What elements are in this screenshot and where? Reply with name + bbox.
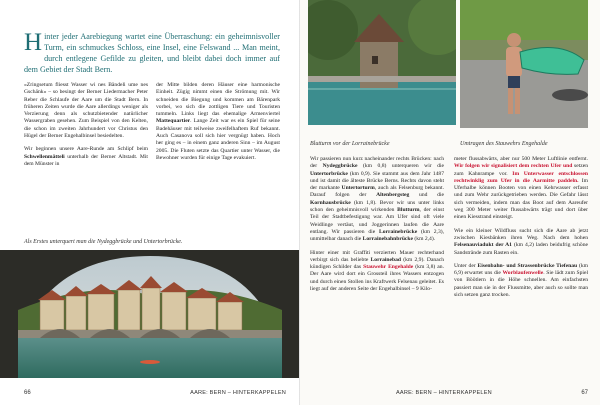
photo-caption: Als Erstes unterquert man die Nydeggbrücke und Untertorbrücke.	[24, 239, 183, 245]
intro-paragraph	[24, 31, 280, 75]
paragraph: «Zringsetum fliesst Wasser wi nes Bändeli ume nes Gschänk» – so besingt der Berner Liedermacher Peter Reber die Schlaufe der Aare um die Stadt Bern. In früheren Zeiten wurde die Aare allerdings weniger als Verzierung denn als schutzbietender natürlicher Wassergraben gesehen. Zum Beispiel von den Kelten, die schon im zweiten Jahrhundert vor Christus den Hügel der Berner Engehalbinsel besiedelten.	[24, 82, 148, 140]
page-number: 66	[24, 390, 31, 396]
photo-illustration	[308, 0, 456, 125]
right-body-text	[310, 156, 588, 378]
intro-text: inter jeder Aarebiegung wartet eine Überraschung: ein geheimnisvoller Turm, ein schmuckes Schloss, eine Insel, eine Felswand ... Man meint, durch entlegene Gefilde zu gleiten, und bleibt dabei doch immer auf dem Gebiet der Stadt Bern.	[24, 32, 280, 74]
left-column-1	[24, 82, 148, 174]
photo-caption: Umtragen des Stauwehrs Engehalde	[460, 141, 548, 147]
photo-caption: Blutturm vor der Lorrainebrücke	[310, 141, 390, 147]
right-column-1	[310, 156, 444, 299]
stauwehr-photo	[460, 0, 588, 128]
left-body-text	[24, 82, 280, 218]
paragraph: Unter der Eisenbahn- und Strassenbrücke Tiefenau (km 6,9) erwartet uns die Worblaufenwelle. Sie lädt zum Spiel von Böötlern in die Höhe schnellen. Am einfachsten passiert man sie in der Flussmitte, aber auch so sollte man sich setzen ganz trocken.	[454, 262, 588, 299]
paragraph: Wir beginnen unsere Aare-Runde am Schlipf beim Schwellenmätteli unterhalb der Berner Altstadt. Mit dem Münster in	[24, 146, 148, 167]
paragraph: Hinter einer mit Graffiti verzierten Mauer rechterhand verbirgt sich das beliebte Lorrainebad (km 2,9). Danach kündigen Schilder das Stauwehr Engehalde (km 3,8) an. Der Aare wird dort ein Grossteil ihres Wassers entzogen und durch einen Stollen ins Kraftwerk Felsenau geleitet. Es liegt auf der anderen Seite der Engehalbinsel – 9 Kilo-	[310, 249, 444, 293]
photo-illustration	[460, 0, 588, 128]
right-column-2	[454, 156, 588, 305]
bern-bridges-photo	[0, 250, 300, 378]
right-page	[300, 0, 600, 405]
paragraph: Wie ein kleiner Wildfluss sucht sich die Aare ab jetzt zwischen Kiesbänken ihren Weg. Nach dem hohen Felsenauviadukt der A1 (km 4,2) laden beidufrig schöne Sandstrände zum Rasten ein.	[454, 227, 588, 256]
paragraph: Wir passieren nun kurz nacheinander rechts Brücken: nach der Nydeggbrücke (km 0,8) unterqueren wir die Untertorbrücke (km 0,9). Sie stammt aus dem Jahr 1487 und ist damit die älteste Brücke Berns. Rechts davon steht der markante Untertorturm, auch als Felsenburg bekannt. Darauf folgen der Altenbergsteg und die Kornhausbrücke (km 1,8). Bevor wir uns unter links schon den geheimnisvoll wirkenden Blutturm, der einst Teil der Stadtbefestigung war. Am Ufer sind oft viele Weidlinge vertäut, und Joggerinnen laufen die Aare entlang. Wir passieren die Lorrainebrücke (km 2,3), unmittelbar danach die Lorrainebahnbrücke (km 2,4).	[310, 156, 445, 243]
left-column-2	[156, 82, 280, 168]
paragraph: der Mitte bilden deren Häuser eine harmonische Einheit. Zügig nimmt einen die Strömung mit. Wir schneiden die Biegung und kommen am Bärenpark vorbei, wo sich die zottligen Tiere und Touristen tummeln. Links liegt das ehemalige Armenviertel Mattequartier. Lange Zeit war es ein Spiel für seine Badehäuser mit teilweise zweifelhaftem Ruf bekannt. Auch Casanova soll sich hier vergnügt haben. Hoch her ging es – in einem ganz anderen Sinn – im August 2005. Die Fluten setzte das Quartier unter Wasser, die Bewohner wurden für einige Tage evakuiert.	[156, 82, 280, 161]
running-footer: AARE: BERN – HINTERKAPPELEN	[190, 390, 286, 396]
photo-illustration	[0, 250, 300, 378]
running-footer: AARE: BERN – HINTERKAPPELEN	[396, 390, 492, 396]
page-number: 67	[581, 390, 588, 396]
drop-cap: H	[24, 29, 43, 56]
paragraph: meter flussabwärts, aber nur 500 Meter Luftlinie entfernt. Wir folgen wir signalisiert dem rechten Ufer und setzen zum Kahnrampe vor. Im Unterwasser entschlossen rechtwinklig zum Ufer in die Aarmitte paddeln. Im Uferhalbe können Booten von einen Kehrwasser erfasst und zum Wehr zurückgetrieben werden. Die Gefahr lässt sich vermeiden, indem man das Boot auf dem Aareufer weg 300 Meter weiter flussabwärts trägt und dort über einen Kiesstrand einsteigt.	[454, 156, 589, 221]
blutturm-photo	[308, 0, 456, 125]
